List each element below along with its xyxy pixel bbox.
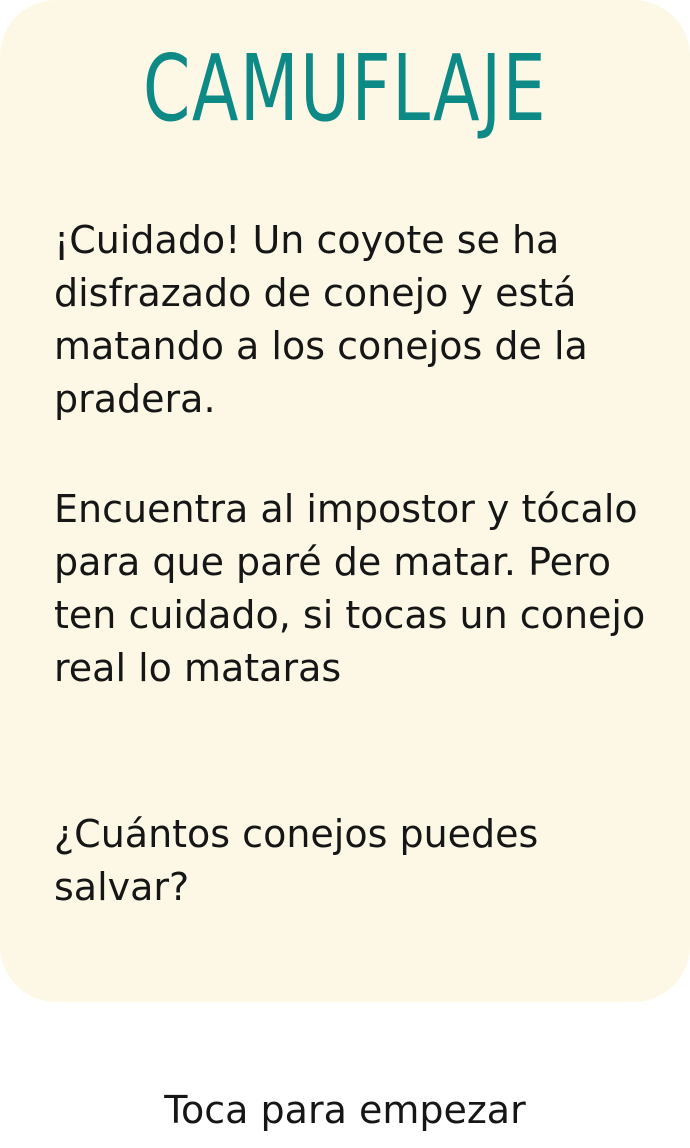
question-paragraph: ¿Cuántos conejos puedes salvar? — [54, 812, 539, 909]
tap-to-start-button[interactable]: Toca para empezar — [164, 1088, 526, 1132]
game-title: CAMUFLAJE — [142, 35, 548, 142]
instructions-paragraph: Encuentra al impostor y tócalo para que paré de matar. Pero ten cuidado, si tocas un conejo real lo mataras — [54, 487, 646, 690]
intro-paragraph: ¡Cuidado! Un coyote se ha disfrazado de conejo y está matando a los conejos de la pradera. — [54, 218, 588, 421]
